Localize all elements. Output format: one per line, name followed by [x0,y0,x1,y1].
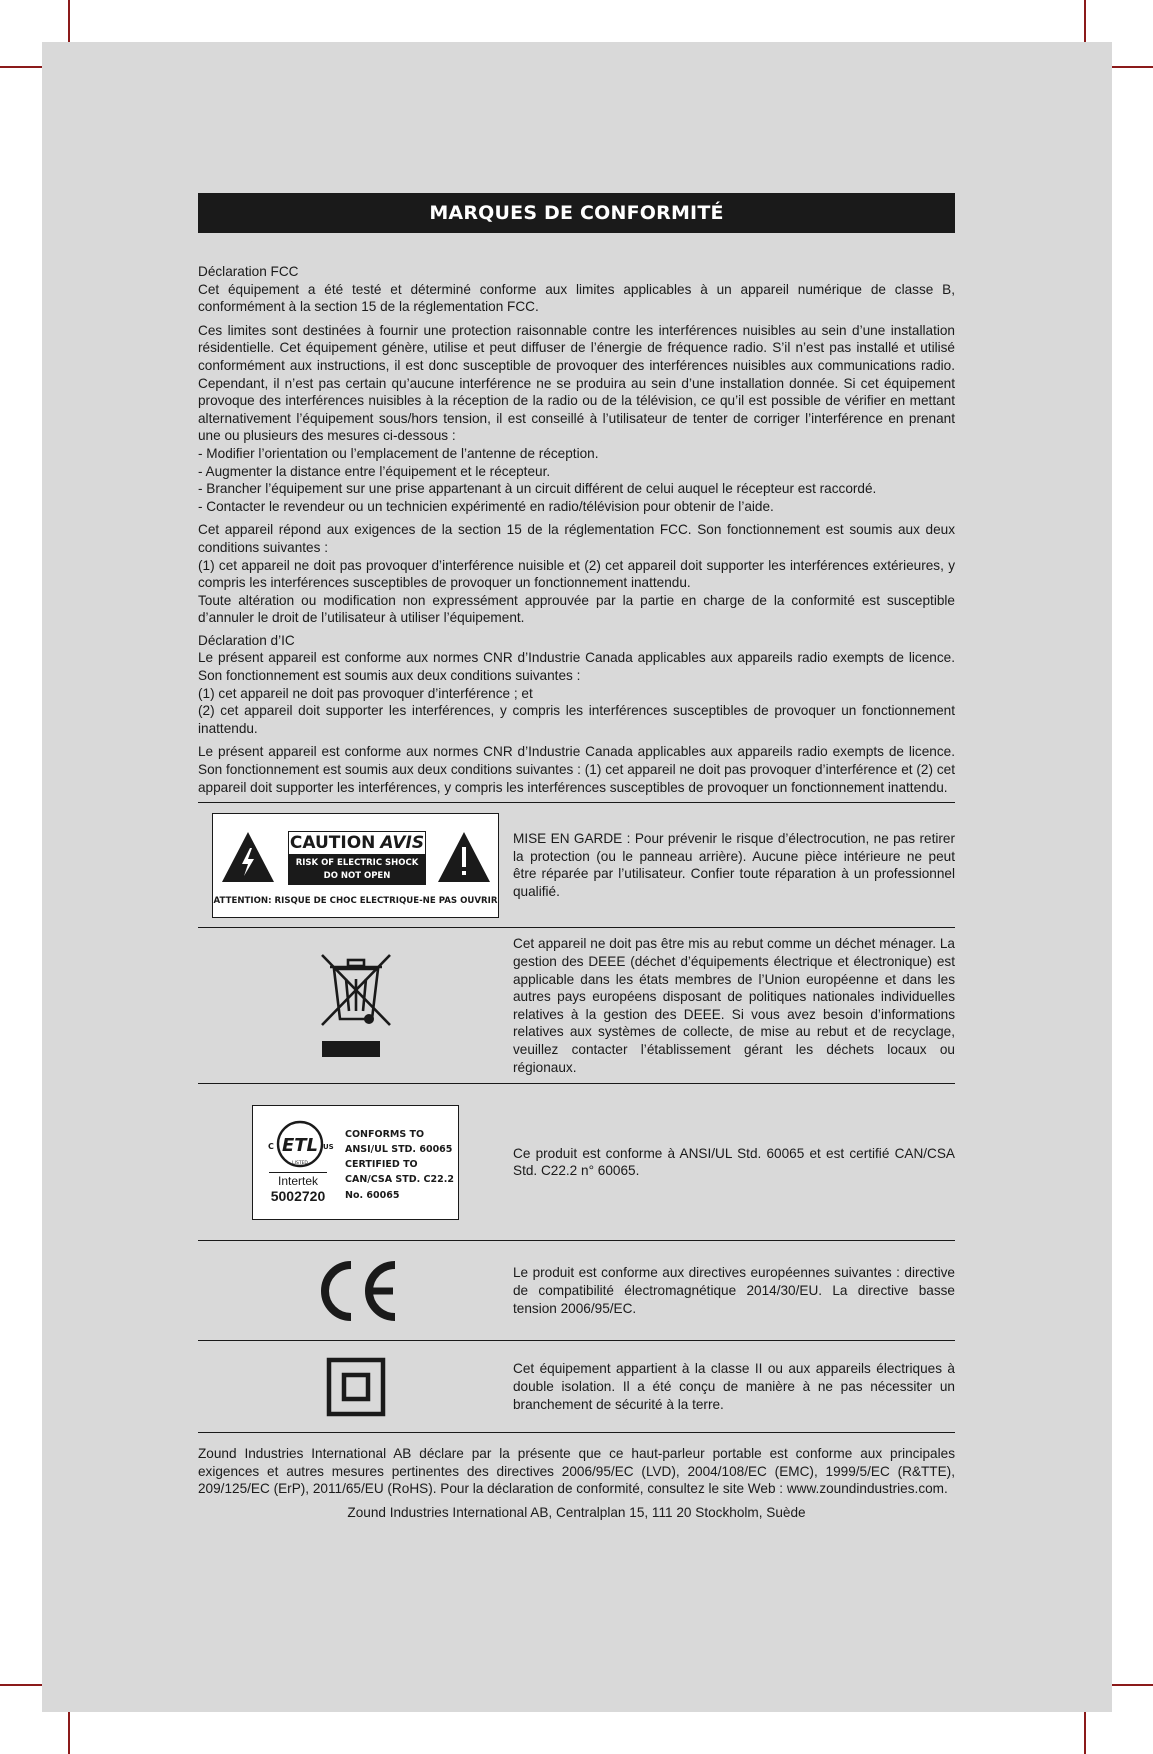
document-content [198,193,955,1520]
crop-mark [1105,1684,1153,1686]
conformity-declaration: Zound Industries International AB déclare par la présente que ce haut-parleur portable est conforme aux principales exigences et autres mesures pertinentes des directives 2006/95/EC (LVD), 2004/108/EC (EMC), 1999/5/EC (R&TTE), 209/125/EC (ErP), 2011/65/EU (RoHS). Pour la déclaration de conformité, consultez le site Web : www.zoundindustries.com. [198,1446,955,1497]
ic-condition-2: (2) cet appareil doit supporter les interférences, y compris les interférences susceptibles de provoquer un fonctionnement inattendu. [198,703,955,736]
etl-listed-mark-icon [265,1118,335,1174]
crossed-out-bin-icon [316,951,396,1061]
weee-row [198,928,955,1083]
avis-word: AVIS [380,832,425,853]
fcc-intro: Cet équipement a été testé et déterminé conforme aux limites applicables à un appareil numérique de classe B, conformément à la section 15 de la réglementation FCC. [198,281,955,315]
etl-control-number: 5002720 [270,1187,326,1204]
risk-banner [288,855,426,885]
etl-conformity-text: CONFORMS TO ANSI/UL STD. 60065 CERTIFIED TO CAN/CSA STD. C22.2 No. 60065 [345,1128,454,1201]
risk-line: RISK OF ELECTRIC SHOCK [295,857,419,868]
fcc-heading: Déclaration FCC [198,264,299,279]
class2-text: Cet équipement appartient à la classe II ou aux appareils électriques à double isolation. Il a été conçu de manière à ne pas nécessiter un branchement de sécurité à la terre. [513,1361,955,1412]
class2-row [198,1341,955,1432]
page-title: MARQUES DE CONFORMITÉ [198,193,955,233]
crop-mark [1105,66,1153,68]
fcc-measure: - Brancher l’équipement sur une prise appartenant à un circuit différent de celui auquel le récepteur est raccordé. [198,481,877,497]
ic-section [198,632,955,796]
caution-word: CAUTION [289,832,376,853]
caution-attention: ATTENTION: RISQUE DE CHOC ELECTRIQUE-NE PAS OUVRIR [213,895,498,906]
crop-mark [0,1684,48,1686]
risk-line: DO NOT OPEN [323,870,391,881]
caution-label [212,813,499,918]
etl-row [198,1084,955,1240]
etl-letters: ETL [281,1134,319,1156]
ce-mark-icon [313,1259,399,1323]
weee-text: Cet appareil ne doit pas être mis au rebut comme un déchet ménager. La gestion des DEEE (déchet d’équipements électrique et électronique) est applicable dans les états membres de l’Union européenne et dans les autres pays européens disposant de politiques nationales individuelles relatives à la gestion des DEEE. Si vous avez besoin d’informations relatives aux systèmes de collecte, de mise au rebut et de recyclage, veuillez contacter l’établissement gérant les déchets locaux ou régionaux. [513,936,955,1075]
caution-title [288,831,426,855]
etl-text: Ce produit est conforme à ANSI/UL Std. 60065 et est certifié CAN/CSA Std. C22.2 n° 60065. [513,1145,955,1179]
crop-mark [68,1706,70,1754]
fcc-conditions: (1) cet appareil ne doit pas provoquer d’interférence nuisible et (2) cet appareil doit supporter les interférences extérieures, y compris les interférences susceptibles de provoquer un fonctionnement inattendu. [198,557,955,591]
etl-listed-word: LISTED [292,1160,308,1166]
ce-row [198,1241,955,1340]
fcc-compliance: Cet appareil répond aux exigences de la section 15 de la réglementation FCC. Son fonctionnement est soumis aux deux conditions suivantes : [198,522,955,555]
exclamation-warning-icon [436,830,492,884]
fcc-measure: - Augmenter la distance entre l’équipement et le récepteur. [198,463,551,479]
double-insulation-icon [326,1357,386,1417]
company-address: Zound Industries International AB, Centralplan 15, 111 20 Stockholm, Suède [347,1505,806,1520]
fcc-limits: Ces limites sont destinées à fournir une protection raisonnable contre les interférences nuisibles au sein d’une installation résidentielle. Cet équipement génère, utilise et peut diffuser de l’énergie de fréquence radio. S’il n’est pas installé et utilisé conformément aux instructions, il est donc susceptible de provoquer des interférences nuisibles aux communications radio. Cependant, il n’est pas certain qu’aucune interférence ne se produira au sein d’une installation donnée. Si cet équipement provoque des interférences nuisibles à la réception de la radio ou de la télévision, ce qu’il est possible de vérifier en mettant alternativement l’équipement sous/hors tension, il est conseillé à l’utilisateur de tenter de corriger l’interférence en prenant une ou plusieurs des mesures ci-dessous : [198,322,955,444]
etl-c-letter: C [268,1141,274,1151]
divider [198,1432,955,1433]
fcc-measure: - Modifier l’orientation ou l’emplacement de l’antenne de réception. [198,445,599,461]
fcc-modification: Toute altération ou modification non expressément approuvée par la partie en charge de la conformité est susceptible d’annuler le droit de l’utilisateur à utiliser l’équipement. [198,592,955,626]
ic-heading: Déclaration d’IC [198,632,295,648]
ic-repeat: Le présent appareil est conforme aux normes CNR d’Industrie Canada applicables aux appareils radio exempts de licence. Son fonctionnement est soumis aux deux conditions suivantes : (1) cet appareil ne doit pas provoquer d’interférence et (2) cet appareil doit supporter les interférences, y compris les interférences susceptibles de provoquer un fonctionnement inattendu. [198,744,955,795]
fcc-measure: - Contacter le revendeur ou un technicien expérimenté en radio/télévision pour obtenir de l’aide. [198,498,774,514]
crop-mark [0,66,48,68]
etl-us-letters: US [323,1142,334,1151]
intertek-label: Intertek [269,1172,327,1188]
crop-mark [68,0,70,48]
ce-text: Le produit est conforme aux directives européennes suivantes : directive de compatibilité électromagnétique 2014/30/EU. La directive basse tension 2006/95/EC. [513,1265,955,1316]
caution-text: MISE EN GARDE : Pour prévenir le risque d’électrocution, ne pas retirer la protection (ou le panneau arrière). Aucune pièce intérieure ne peut être réparée par l’utilisateur. Confier toute réparation à un professionnel qualifié. [513,831,955,899]
ic-condition-1: (1) cet appareil ne doit pas provoquer d’interférence ; et [198,685,533,701]
etl-certification-label [252,1105,459,1220]
caution-row [198,803,955,927]
crop-mark [1084,1706,1086,1754]
ic-intro: Le présent appareil est conforme aux normes CNR d’Industrie Canada applicables aux appareils radio exempts de licence. Son fonctionnement est soumis aux deux conditions suivantes : [198,650,955,684]
crop-mark [1084,0,1086,48]
lightning-warning-icon [220,830,276,884]
fcc-section [198,263,955,627]
